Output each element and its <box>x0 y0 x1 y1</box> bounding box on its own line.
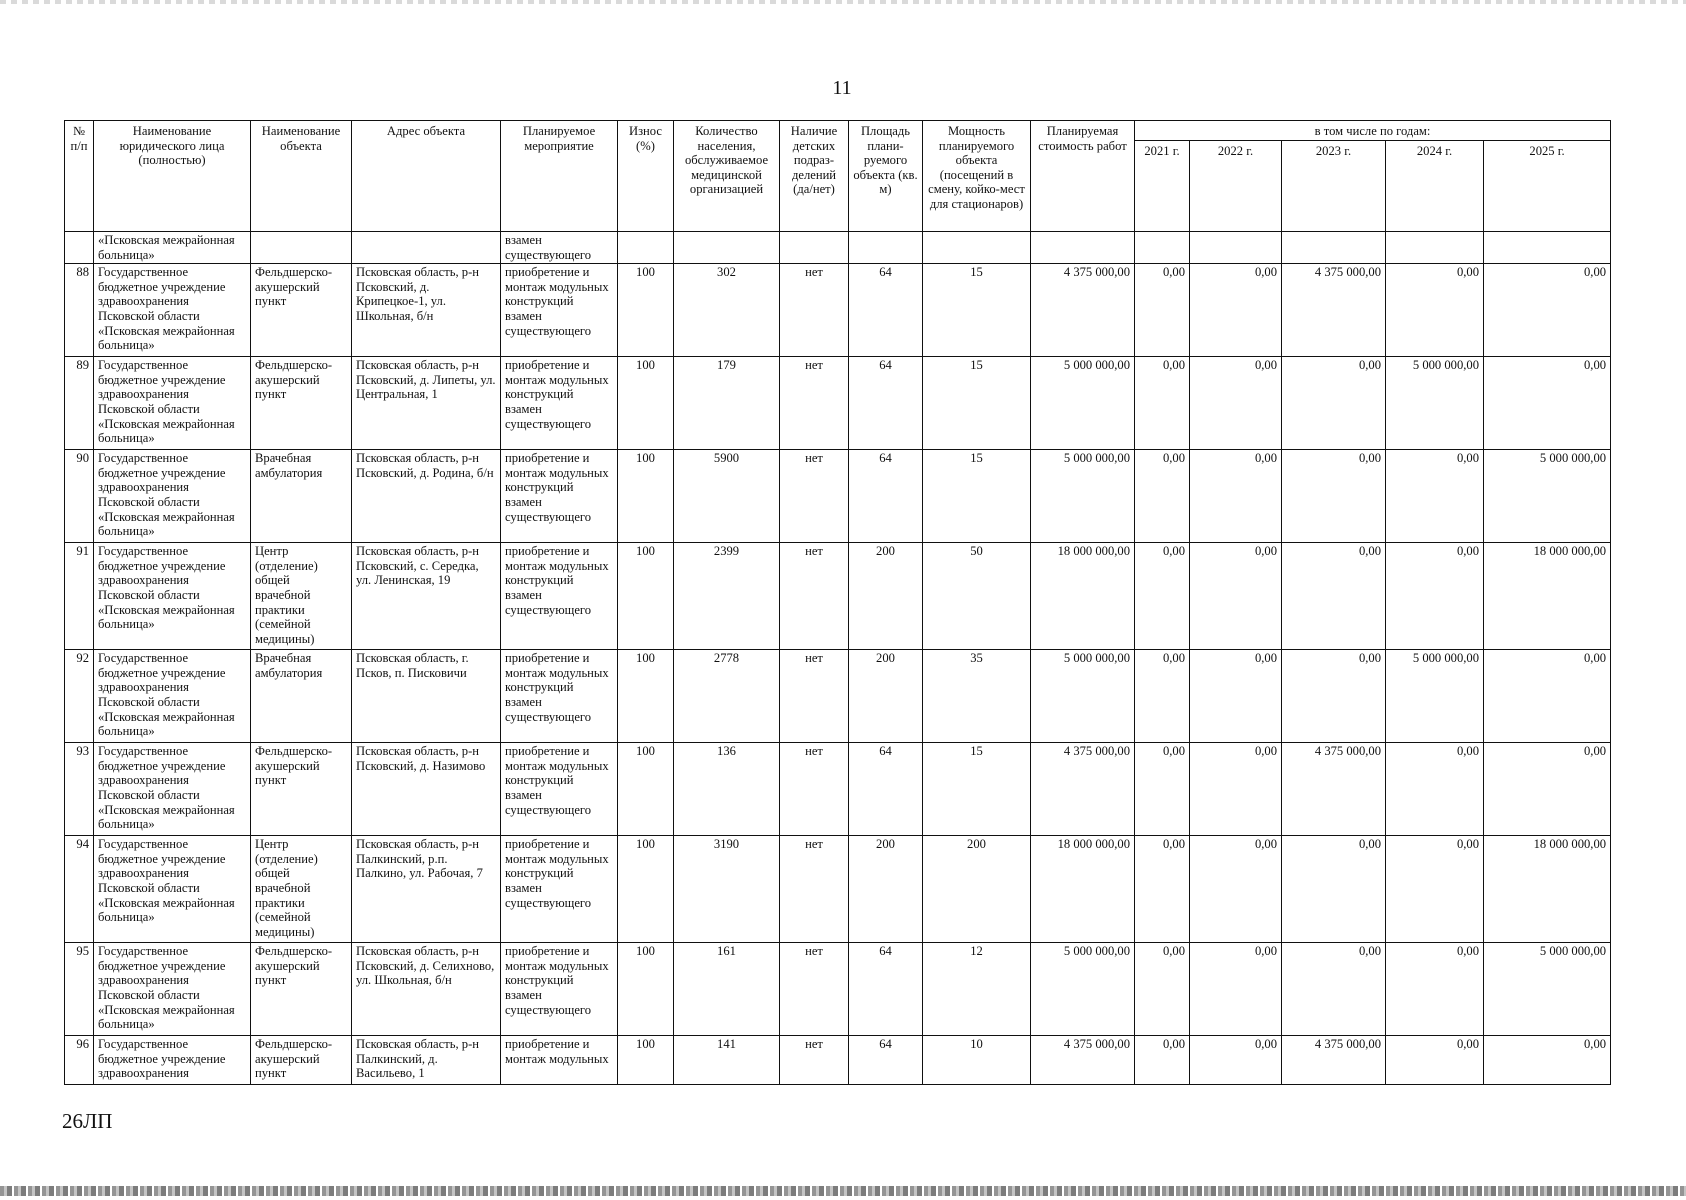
cell-2024: 0,00 <box>1386 543 1484 650</box>
cell-wear: 100 <box>618 543 674 650</box>
cell-2025: 5 000 000,00 <box>1484 943 1611 1036</box>
cell-2024: 0,00 <box>1386 836 1484 943</box>
table-row <box>65 743 1611 836</box>
cell-children: нет <box>780 543 849 650</box>
cell-cost: 5 000 000,00 <box>1031 357 1135 450</box>
cell-measure: приобретение и монтаж модульных конструкций взамен существующего <box>501 943 618 1036</box>
cell-2023: 4 375 000,00 <box>1282 264 1386 357</box>
cell-wear: 100 <box>618 1036 674 1085</box>
cell-children: нет <box>780 357 849 450</box>
document-code: 26ЛП <box>62 1109 113 1133</box>
cell-population: 179 <box>674 357 780 450</box>
cell-population <box>674 232 780 264</box>
cell-population: 141 <box>674 1036 780 1085</box>
cell-2022: 0,00 <box>1190 743 1282 836</box>
cell-object <box>251 232 352 264</box>
cell-object: Врачебная амбулатория <box>251 450 352 543</box>
cell-address: Псковская область, р-н Псковский, д. Липеты, ул. Центральная, 1 <box>352 357 501 450</box>
cell-legal-entity: Государственное бюджетное учреждение здравоохранения Псковской области «Псковская межрайонная больница» <box>94 943 251 1036</box>
cell-object: Фельдшерско-акушерский пункт <box>251 264 352 357</box>
cell-measure: приобретение и монтаж модульных конструкций взамен существующего <box>501 264 618 357</box>
cell-measure: приобретение и монтаж модульных конструкций взамен существующего <box>501 543 618 650</box>
cell-legal-entity: Государственное бюджетное учреждение здравоохранения Псковской области «Псковская межрайонная больница» <box>94 743 251 836</box>
header-2024: 2024 г. <box>1386 141 1484 232</box>
cell-2024: 0,00 <box>1386 943 1484 1036</box>
cell-wear <box>618 232 674 264</box>
cell-cost: 4 375 000,00 <box>1031 264 1135 357</box>
header-legal-entity: Наименование юридического лица (полностью) <box>94 121 251 232</box>
header-capacity: Мощность планируемого объекта (посещений в смену, койко-мест для стационаров) <box>923 121 1031 232</box>
cell-num: 95 <box>65 943 94 1036</box>
table-row <box>65 543 1611 650</box>
cell-capacity: 200 <box>923 836 1031 943</box>
cell-capacity: 15 <box>923 450 1031 543</box>
cell-cost: 5 000 000,00 <box>1031 943 1135 1036</box>
table-row <box>65 836 1611 943</box>
cell-object: Фельдшерско-акушерский пункт <box>251 943 352 1036</box>
scan-edge-top <box>0 0 1686 4</box>
cell-capacity: 12 <box>923 943 1031 1036</box>
cell-capacity <box>923 232 1031 264</box>
cell-2023: 0,00 <box>1282 543 1386 650</box>
cell-2025: 0,00 <box>1484 357 1611 450</box>
cell-2025: 0,00 <box>1484 1036 1611 1085</box>
cell-area: 64 <box>849 943 923 1036</box>
cell-cost: 4 375 000,00 <box>1031 1036 1135 1085</box>
header-population: Количество населения, обслуживаемое медицинской организацией <box>674 121 780 232</box>
cell-area: 200 <box>849 543 923 650</box>
cell-address <box>352 232 501 264</box>
cell-address: Псковская область, р-н Псковский, д. Крипецкое-1, ул. Школьная, б/н <box>352 264 501 357</box>
cell-2021: 0,00 <box>1135 650 1190 743</box>
cell-legal-entity: Государственное бюджетное учреждение здравоохранения Псковской области «Псковская межрайонная больница» <box>94 650 251 743</box>
cell-measure: приобретение и монтаж модульных конструкций взамен существующего <box>501 836 618 943</box>
cell-2024: 5 000 000,00 <box>1386 357 1484 450</box>
cell-capacity: 15 <box>923 264 1031 357</box>
cell-cost <box>1031 232 1135 264</box>
header-2021: 2021 г. <box>1135 141 1190 232</box>
table-row <box>65 1036 1611 1085</box>
cell-num: 92 <box>65 650 94 743</box>
cell-children: нет <box>780 264 849 357</box>
cell-address: Псковская область, р-н Псковский, с. Середка, ул. Ленинская, 19 <box>352 543 501 650</box>
cell-legal-entity: Государственное бюджетное учреждение здравоохранения Псковской области «Псковская межрайонная больница» <box>94 836 251 943</box>
cell-object: Фельдшерско-акушерский пункт <box>251 1036 352 1085</box>
cell-num: 94 <box>65 836 94 943</box>
cell-num: 88 <box>65 264 94 357</box>
cell-2025 <box>1484 232 1611 264</box>
table-row <box>65 264 1611 357</box>
cell-object: Центр (отделение) общей врачебной практики (семейной медицины) <box>251 543 352 650</box>
cell-cost: 18 000 000,00 <box>1031 836 1135 943</box>
cell-object: Врачебная амбулатория <box>251 650 352 743</box>
cell-legal-entity: Государственное бюджетное учреждение здравоохранения Псковской области «Псковская межрайонная больница» <box>94 450 251 543</box>
cell-population: 2399 <box>674 543 780 650</box>
cell-2023: 0,00 <box>1282 357 1386 450</box>
cell-wear: 100 <box>618 650 674 743</box>
cell-area: 64 <box>849 743 923 836</box>
cell-measure: приобретение и монтаж модульных конструкций взамен существующего <box>501 743 618 836</box>
cell-object: Фельдшерско-акушерский пункт <box>251 743 352 836</box>
cell-wear: 100 <box>618 450 674 543</box>
cell-wear: 100 <box>618 743 674 836</box>
cell-num: 89 <box>65 357 94 450</box>
cell-2021: 0,00 <box>1135 943 1190 1036</box>
cell-population: 302 <box>674 264 780 357</box>
cell-2024: 0,00 <box>1386 743 1484 836</box>
cell-area: 64 <box>849 450 923 543</box>
cell-num: 93 <box>65 743 94 836</box>
cell-wear: 100 <box>618 943 674 1036</box>
cell-population: 5900 <box>674 450 780 543</box>
cell-2021: 0,00 <box>1135 743 1190 836</box>
cell-2025: 0,00 <box>1484 743 1611 836</box>
cell-2022: 0,00 <box>1190 543 1282 650</box>
cell-2022: 0,00 <box>1190 450 1282 543</box>
header-measure: Планируемое мероприятие <box>501 121 618 232</box>
cell-measure: приобретение и монтаж модульных <box>501 1036 618 1085</box>
cell-population: 2778 <box>674 650 780 743</box>
cell-capacity: 15 <box>923 357 1031 450</box>
header-cost: Планируемая стоимость работ <box>1031 121 1135 232</box>
cell-2021: 0,00 <box>1135 264 1190 357</box>
cell-2024: 0,00 <box>1386 450 1484 543</box>
header-area: Площадь плани-руемого объекта (кв. м) <box>849 121 923 232</box>
cell-2023: 4 375 000,00 <box>1282 1036 1386 1085</box>
cell-cost: 4 375 000,00 <box>1031 743 1135 836</box>
cell-2022: 0,00 <box>1190 650 1282 743</box>
cell-area: 64 <box>849 1036 923 1085</box>
cell-capacity: 15 <box>923 743 1031 836</box>
table-row <box>65 357 1611 450</box>
cell-population: 161 <box>674 943 780 1036</box>
header-2023: 2023 г. <box>1282 141 1386 232</box>
cell-2021: 0,00 <box>1135 357 1190 450</box>
cell-measure: приобретение и монтаж модульных конструкций взамен существующего <box>501 357 618 450</box>
cell-2024: 5 000 000,00 <box>1386 650 1484 743</box>
cell-measure: приобретение и монтаж модульных конструкций взамен существующего <box>501 450 618 543</box>
header-by-years: в том числе по годам: <box>1135 121 1611 141</box>
cell-2023: 4 375 000,00 <box>1282 743 1386 836</box>
cell-2022: 0,00 <box>1190 943 1282 1036</box>
cell-num: 96 <box>65 1036 94 1085</box>
cell-address: Псковская область, г. Псков, п. Писковичи <box>352 650 501 743</box>
cell-2023: 0,00 <box>1282 943 1386 1036</box>
header-address: Адрес объекта <box>352 121 501 232</box>
cell-2024: 0,00 <box>1386 264 1484 357</box>
cell-population: 136 <box>674 743 780 836</box>
table-row <box>65 943 1611 1036</box>
table-row <box>65 450 1611 543</box>
page-number: 11 <box>832 77 852 99</box>
cell-area: 64 <box>849 357 923 450</box>
cell-2025: 18 000 000,00 <box>1484 836 1611 943</box>
cell-measure: взамен существующего <box>501 232 618 264</box>
cell-2025: 0,00 <box>1484 264 1611 357</box>
cell-children: нет <box>780 450 849 543</box>
cell-address: Псковская область, р-н Палкинский, д. Васильево, 1 <box>352 1036 501 1085</box>
cell-address: Псковская область, р-н Псковский, д. Селихново, ул. Школьная, б/н <box>352 943 501 1036</box>
cell-wear: 100 <box>618 357 674 450</box>
table-row <box>65 650 1611 743</box>
header-children: Наличие детских подраз-делений (да/нет) <box>780 121 849 232</box>
cell-children: нет <box>780 1036 849 1085</box>
cell-measure: приобретение и монтаж модульных конструкций взамен существующего <box>501 650 618 743</box>
continuation-row <box>65 232 1611 264</box>
cell-2021: 0,00 <box>1135 450 1190 543</box>
cell-address: Псковская область, р-н Палкинский, р.п. Палкино, ул. Рабочая, 7 <box>352 836 501 943</box>
cell-children: нет <box>780 943 849 1036</box>
cell-2023: 0,00 <box>1282 836 1386 943</box>
cell-children: нет <box>780 836 849 943</box>
cell-2022: 0,00 <box>1190 264 1282 357</box>
cell-2021: 0,00 <box>1135 543 1190 650</box>
header-object: Наименование объекта <box>251 121 352 232</box>
cell-legal-entity: «Псковская межрайонная больница» <box>94 232 251 264</box>
header-2025: 2025 г. <box>1484 141 1611 232</box>
cell-children: нет <box>780 743 849 836</box>
cell-object: Центр (отделение) общей врачебной практики (семейной медицины) <box>251 836 352 943</box>
cell-capacity: 50 <box>923 543 1031 650</box>
cell-2025: 18 000 000,00 <box>1484 543 1611 650</box>
cell-2024: 0,00 <box>1386 1036 1484 1085</box>
cell-cost: 18 000 000,00 <box>1031 543 1135 650</box>
cell-capacity: 35 <box>923 650 1031 743</box>
cell-2024 <box>1386 232 1484 264</box>
cell-2021: 0,00 <box>1135 1036 1190 1085</box>
cell-cost: 5 000 000,00 <box>1031 450 1135 543</box>
cell-cost: 5 000 000,00 <box>1031 650 1135 743</box>
cell-2025: 5 000 000,00 <box>1484 450 1611 543</box>
cell-wear: 100 <box>618 264 674 357</box>
cell-legal-entity: Государственное бюджетное учреждение здравоохранения <box>94 1036 251 1085</box>
cell-2023: 0,00 <box>1282 650 1386 743</box>
header-wear: Износ (%) <box>618 121 674 232</box>
cell-area: 64 <box>849 264 923 357</box>
cell-area <box>849 232 923 264</box>
cell-object: Фельдшерско-акушерский пункт <box>251 357 352 450</box>
cell-legal-entity: Государственное бюджетное учреждение здравоохранения Псковской области «Псковская межрайонная больница» <box>94 357 251 450</box>
cell-2022: 0,00 <box>1190 1036 1282 1085</box>
cell-2025: 0,00 <box>1484 650 1611 743</box>
cell-address: Псковская область, р-н Псковский, д. Назимово <box>352 743 501 836</box>
cell-area: 200 <box>849 836 923 943</box>
header-2022: 2022 г. <box>1190 141 1282 232</box>
cell-2021 <box>1135 232 1190 264</box>
cell-2022: 0,00 <box>1190 836 1282 943</box>
header-num: № п/п <box>65 121 94 232</box>
cell-num <box>65 232 94 264</box>
cell-2023: 0,00 <box>1282 450 1386 543</box>
cell-capacity: 10 <box>923 1036 1031 1085</box>
cell-area: 200 <box>849 650 923 743</box>
cell-children: нет <box>780 650 849 743</box>
cell-2022 <box>1190 232 1282 264</box>
investment-table <box>64 120 1611 1085</box>
cell-legal-entity: Государственное бюджетное учреждение здравоохранения Псковской области «Псковская межрайонная больница» <box>94 264 251 357</box>
cell-num: 91 <box>65 543 94 650</box>
cell-children <box>780 232 849 264</box>
cell-wear: 100 <box>618 836 674 943</box>
cell-legal-entity: Государственное бюджетное учреждение здравоохранения Псковской области «Псковская межрайонная больница» <box>94 543 251 650</box>
cell-address: Псковская область, р-н Псковский, д. Родина, б/н <box>352 450 501 543</box>
scan-edge-bottom <box>0 1186 1686 1196</box>
cell-population: 3190 <box>674 836 780 943</box>
cell-2023 <box>1282 232 1386 264</box>
cell-2021: 0,00 <box>1135 836 1190 943</box>
cell-num: 90 <box>65 450 94 543</box>
cell-2022: 0,00 <box>1190 357 1282 450</box>
